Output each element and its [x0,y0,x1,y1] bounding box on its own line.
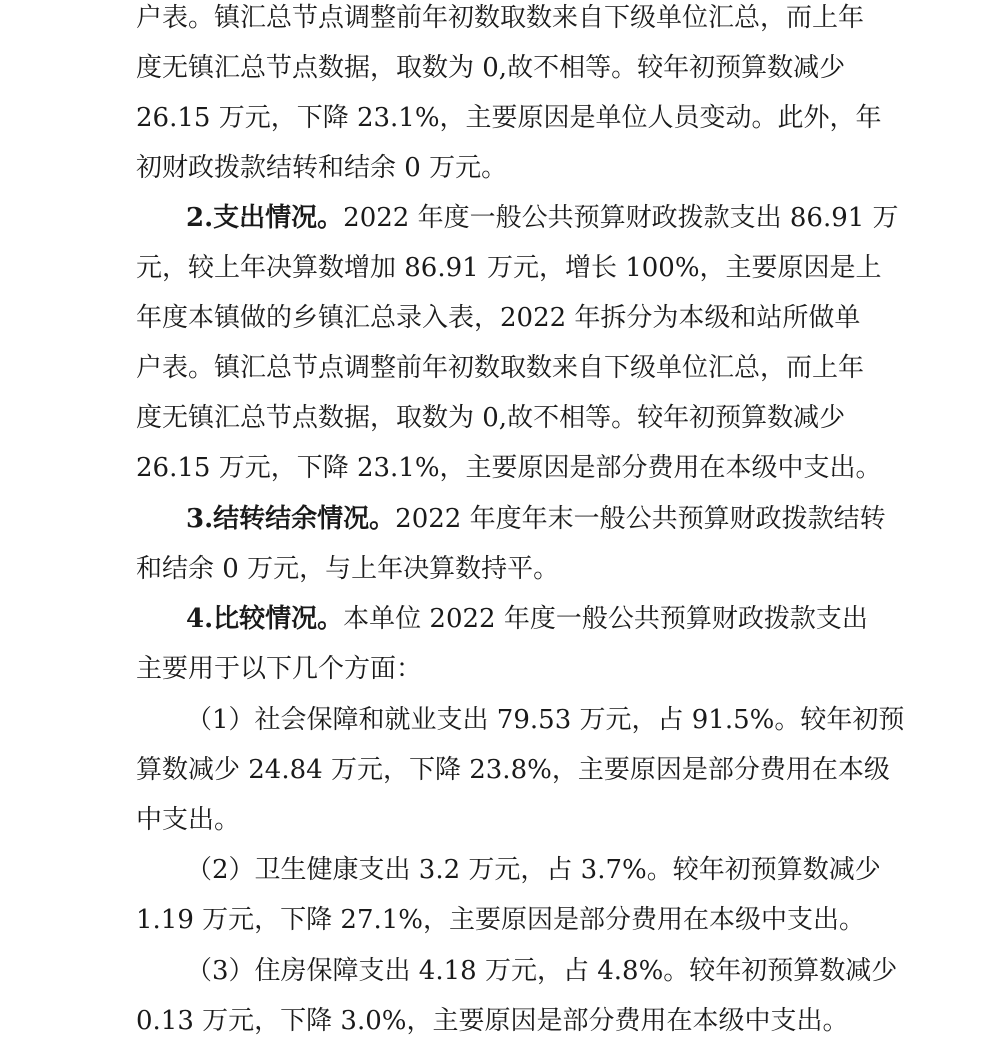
paragraph-first-line [186,193,1000,243]
text-line: 初财政拨款结转和结余 0 万元。 [136,153,508,183]
text-line: 户表。镇汇总节点调整前年初数取数来自下级单位汇总，而上年 [136,3,865,33]
text-line: 中支出。 [136,805,241,835]
text-line: 户表。镇汇总节点调整前年初数取数来自下级单位汇总，而上年 [136,353,865,383]
text-line: 0.13 万元，下降 3.0%，主要原因是部分费用在本级中支出。 [136,1006,849,1036]
text-run: 本单位 2022 年度一般公共预算财政拨款支出 [343,604,868,634]
text-line: 和结余 0 万元，与上年决算数持平。 [136,554,560,584]
text-line: 度无镇汇总节点数据，取数为 0,故不相等。较年初预算数减少 [136,403,846,433]
section-heading-comparison: 4.比较情况。 [186,604,344,634]
list-item-housing: （3）住房保障支出 4.18 万元，占 4.8%。较年初预算数减少 [186,956,898,986]
text-line: 26.15 万元，下降 23.1%，主要原因是部分费用在本级中支出。 [136,453,882,483]
text-line: 算数减少 24.84 万元，下降 23.8%，主要原因是部分费用在本级 [136,755,890,785]
section-heading-carryover: 3.结转结余情况。 [186,504,396,534]
text-run: 2022 年度一般公共预算财政拨款支出 86.91 万 [343,203,899,233]
text-line: 主要用于以下几个方面： [136,654,423,684]
text-line: 度无镇汇总节点数据，取数为 0,故不相等。较年初预算数减少 [136,53,846,83]
list-item-social-security: （1）社会保障和就业支出 79.53 万元，占 91.5%。较年初预 [186,705,905,735]
text-run: 2022 年度年末一般公共预算财政拨款结转 [395,504,886,534]
text-line: 26.15 万元，下降 23.1%，主要原因是单位人员变动。此外，年 [136,103,882,133]
text-line: 元，较上年决算数增加 86.91 万元，增长 100%，主要原因是上 [136,253,882,283]
paragraph-first-line [186,494,1000,544]
list-item-health: （2）卫生健康支出 3.2 万元，占 3.7%。较年初预算数减少 [186,855,881,885]
paragraph-first-line [186,594,1000,644]
text-line: 1.19 万元，下降 27.1%，主要原因是部分费用在本级中支出。 [136,905,866,935]
text-line: 年度本镇做的乡镇汇总录入表，2022 年拆分为本级和站所做单 [136,303,861,333]
section-heading-expenditure: 2.支出情况。 [186,203,344,233]
